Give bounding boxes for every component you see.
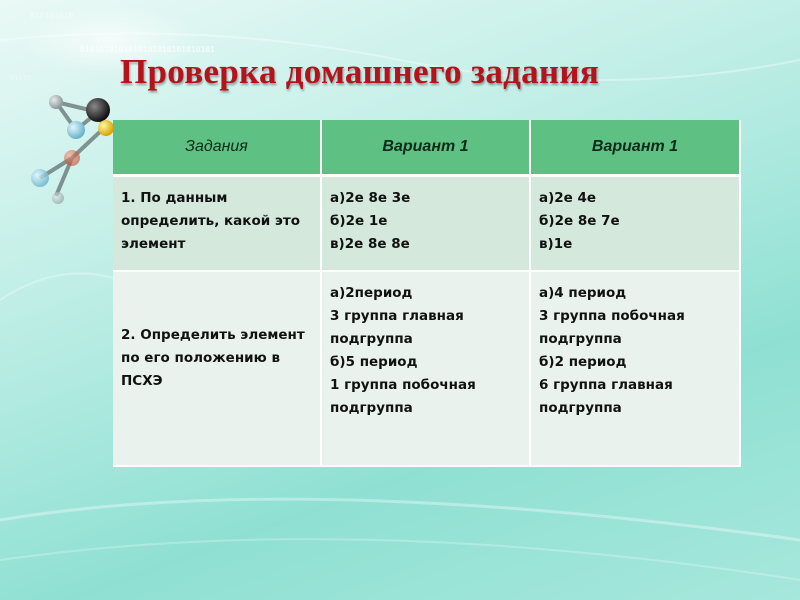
table-row — [113, 271, 740, 466]
table-row — [113, 176, 740, 271]
header-tasks: Задания — [113, 120, 321, 176]
answer-line: а)2е 4е — [539, 190, 597, 206]
answer-line: а)4 период — [539, 284, 627, 301]
header-variant-a: Вариант 1 — [321, 120, 530, 176]
answer-line: 3 группа побочная подгруппа — [539, 307, 685, 347]
variant-a-cell — [321, 176, 530, 271]
variant-a-cell — [321, 271, 530, 466]
answer-line: 1 группа побочная подгруппа — [330, 376, 476, 416]
table-header-row — [113, 120, 740, 176]
slide-title: Проверка домашнего задания — [120, 52, 600, 91]
answer-line: б)2 период — [539, 353, 627, 370]
atom-grey-2 — [52, 192, 64, 204]
atom-dark — [86, 98, 110, 122]
atom-grey — [49, 95, 63, 109]
variant-b-cell — [530, 176, 740, 271]
answer-line: б)5 период — [330, 353, 418, 370]
atom-blue-2 — [31, 169, 49, 187]
answer-line: б)2е 1е — [330, 213, 388, 229]
task-cell — [113, 271, 321, 466]
header-variant-b: Вариант 1 — [530, 120, 740, 176]
variant-b-cell — [530, 271, 740, 466]
task-text: 1. По данным определить, какой это элемент — [121, 190, 300, 252]
binary-text-2: 010101010 — [30, 11, 74, 20]
answer-line: 3 группа главная подгруппа — [330, 307, 464, 347]
answer-line: 6 группа главная подгруппа — [539, 376, 673, 416]
answer-line: б)2е 8е 7е — [539, 213, 620, 229]
answer-line: в)2е 8е 8е — [330, 236, 410, 252]
binary-text: 0101010101010101010101010101 — [80, 45, 215, 54]
answer-line: а)2е 8е 3е — [330, 190, 411, 206]
binary-text-3: 01010 — [10, 74, 32, 82]
task-cell — [113, 176, 321, 271]
homework-table — [113, 120, 741, 467]
task-text: 2. Определить элемент по его положению в ПСХЭ — [121, 326, 305, 389]
answer-line: в)1е — [539, 236, 573, 252]
answer-line: а)2период — [330, 284, 413, 301]
atom-red — [64, 150, 80, 166]
atom-blue — [67, 121, 85, 139]
atom-yellow — [98, 120, 114, 136]
